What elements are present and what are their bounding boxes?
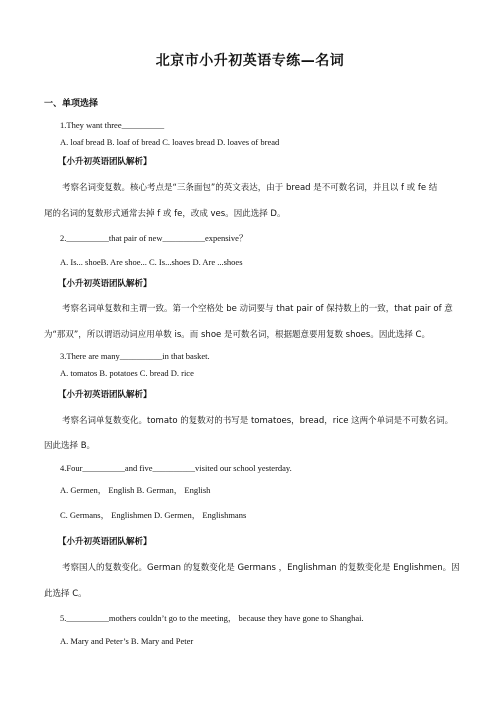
question-4-options-a-b: A. Germen， English B. German， English <box>60 485 211 495</box>
page-title: 北京市小升初英语专练—名词 <box>155 53 345 69</box>
question-2-analysis-tag: 【小升初英语团队解析】 <box>58 279 152 289</box>
question-4-explanation-line-1: 考察国人的复数变化。German 的复数变化是 Germans ，Englishman 的复数变化是 Englishmen。因 <box>62 563 460 573</box>
section-heading: 一、单项选择 <box>44 99 99 109</box>
question-1-stem: 1.They want three__________ <box>60 120 165 130</box>
question-2-options: A. Is... shoeB. Are shoe... C. Is...shoes D. Are ...shoes <box>60 257 243 267</box>
question-1-explanation-line-1: 考察名词变复数。核心考点是“三条面包”的英文表达，由于 bread 是不可数名词，并且以 f 或 fe 结 <box>62 183 438 193</box>
question-1-analysis-tag: 【小升初英语团队解析】 <box>58 157 152 167</box>
question-4-stem: 4.Four__________and five__________visited our school yesterday. <box>60 463 292 473</box>
question-1-options: A. loaf bread B. loaf of bread C. loaves bread D. loaves of bread <box>60 137 280 147</box>
question-2-stem: 2.__________that pair of new__________expensive？ <box>60 233 248 243</box>
question-4-explanation-line-2: 此选择 C。 <box>44 589 87 599</box>
question-5-options: A. Mary and Peter’s B. Mary and Peter <box>60 636 194 646</box>
question-4-options-c-d: C. Germans， Englishmen D. Germen， Englishmans <box>60 510 247 520</box>
question-3-options: A. tomatos B. potatoes C. bread D. rice <box>60 368 194 378</box>
question-2-explanation-line-2: 为“那双”，所以谓语动词应用单数 is。而 shoe 是可数名词，根据题意要用复数 shoes。因此选择 C。 <box>44 330 430 340</box>
question-4-analysis-tag: 【小升初英语团队解析】 <box>58 537 152 547</box>
question-3-explanation-line-2: 因此选择 B。 <box>44 441 96 451</box>
question-1-explanation-line-2: 尾的名词的复数形式通常去掉 f 或 fe，改成 ves。因此选择 D。 <box>44 209 286 219</box>
question-3-stem: 3.There are many__________in that basket. <box>60 351 210 361</box>
question-5-stem: 5.__________mothers couldn’t go to the meeting， because they have gone to Shanghai. <box>60 613 364 623</box>
question-2-explanation-line-1: 考察名词单复数和主谓一致。第一个空格处 be 动词要与 that pair of 保持数上的一致，that pair of 意 <box>62 304 453 314</box>
question-3-explanation-line-1: 考察名词单复数变化。tomato 的复数对的书写是 tomatoes，bread，rice 这两个单词是不可数名词。 <box>62 416 454 426</box>
question-3-analysis-tag: 【小升初英语团队解析】 <box>58 390 152 400</box>
